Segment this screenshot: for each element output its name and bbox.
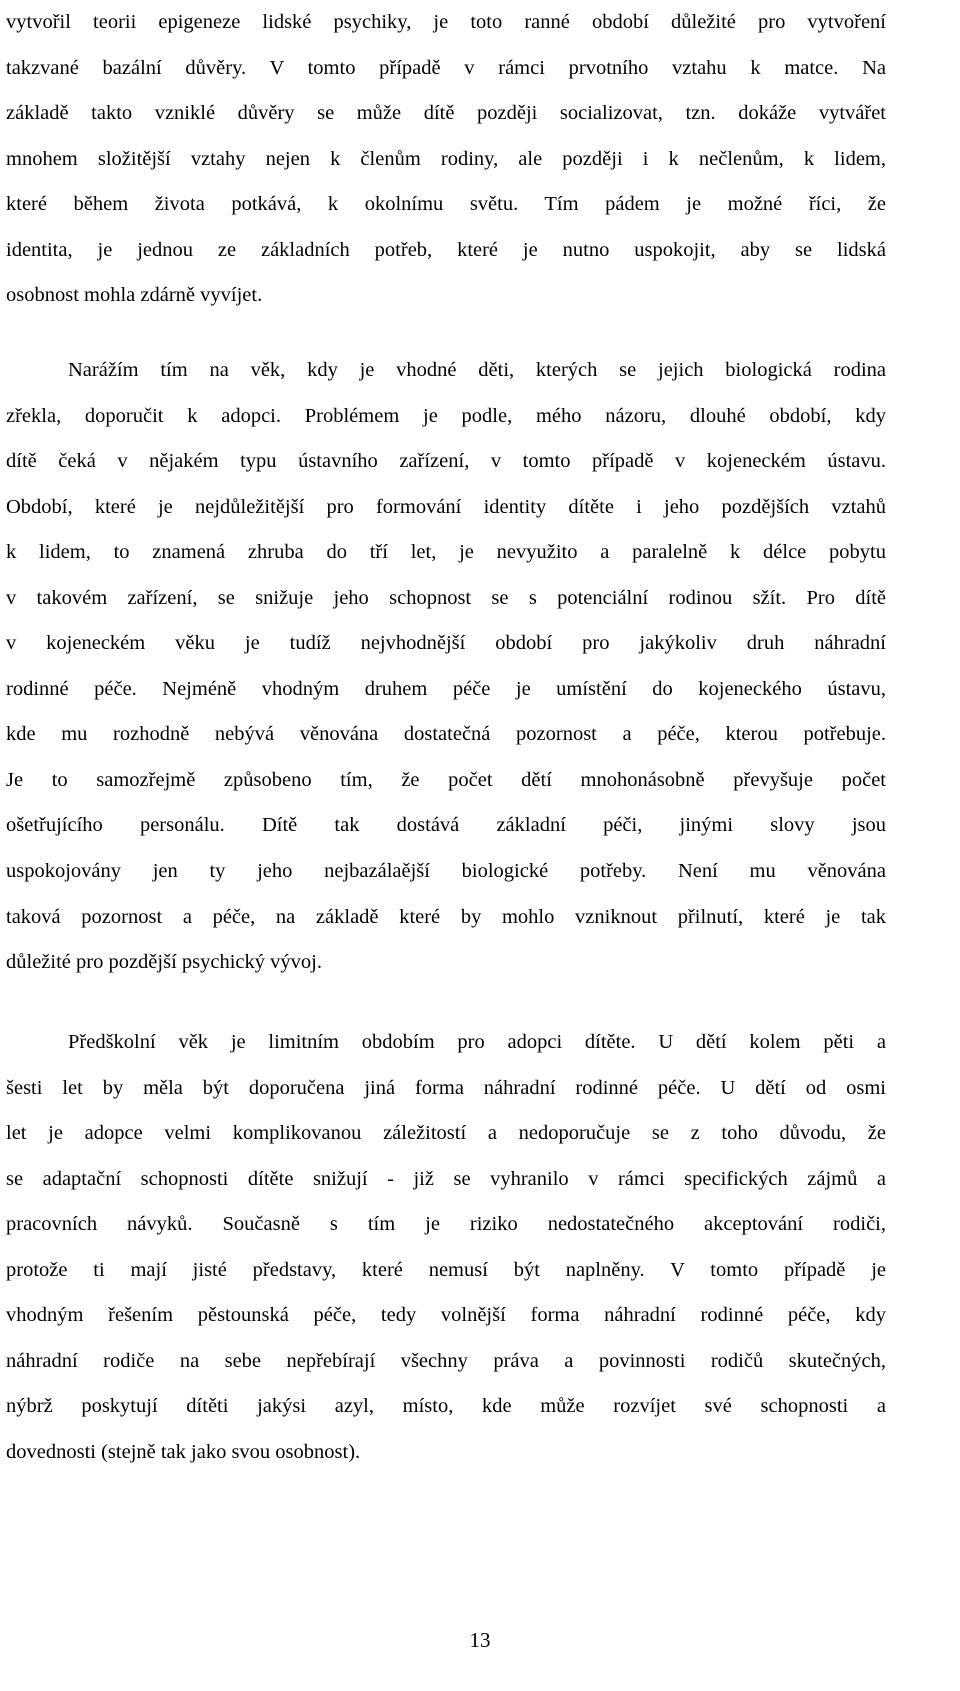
text-line: mnohem složitější vztahy nejen k členům rodiny, ale později i k nečlenům, k lidem, (6, 147, 886, 170)
text-line: takzvané bazální důvěry. V tomto případě v rámci prvotního vztahu k matce. Na (6, 56, 886, 79)
text-line: k lidem, to znamená zhruba do tří let, je nevyužito a paralelně k délce pobytu (6, 541, 886, 564)
text-line: Období, které je nejdůležitější pro formování identity dítěte i jeho pozdějších vztahů (6, 495, 886, 518)
text-line: šesti let by měla být doporučena jiná forma náhradní rodinné péče. U dětí od osmi (6, 1076, 886, 1099)
text-line: vhodným řešením pěstounská péče, tedy volnější forma náhradní rodinné péče, kdy (6, 1304, 886, 1327)
text-line: let je adopce velmi komplikovanou záležitostí a nedoporučuje se z toho důvodu, že (6, 1122, 886, 1145)
text-line: taková pozornost a péče, na základě které by mohlo vzniknout přilnutí, které je tak (6, 905, 886, 928)
text-line: kde mu rozhodně nebývá věnována dostatečná pozornost a péče, kterou potřebuje. (6, 723, 886, 746)
text-line: náhradní rodiče na sebe nepřebírají všechny práva a povinnosti rodičů skutečných, (6, 1349, 886, 1372)
text-line: které během života potkává, k okolnímu světu. Tím pádem je možné říci, že (6, 193, 886, 216)
text-line: se adaptační schopnosti dítěte snižují - již se vyhranilo v rámci specifických zájmů a (6, 1167, 886, 1190)
text-line: základě takto vzniklé důvěry se může dítě později socializovat, tzn. dokáže vytvářet (6, 102, 886, 125)
text-line: dovednosti (stejně tak jako svou osobnost). (6, 1440, 361, 1463)
text-line: zřekla, doporučit k adopci. Problémem je podle, mého názoru, dlouhé období, kdy (6, 404, 886, 427)
text-line: dítě čeká v nějakém typu ústavního zařízení, v tomto případě v kojeneckém ústavu. (6, 450, 886, 473)
paragraph-continuation (6, 0, 886, 319)
page-number: 13 (469, 1628, 491, 1652)
text-line: nýbrž poskytují dítěti jakýsi azyl, místo, kde může rozvíjet své schopnosti a (6, 1395, 886, 1418)
text-line: pracovních návyků. Současně s tím je riziko nedostatečného akceptování rodiči, (6, 1213, 886, 1236)
paragraph-preschool-age (6, 1020, 886, 1475)
paragraph-age-for-adoption (6, 348, 886, 986)
text-line: ošetřujícího personálu. Dítě tak dostává základní péči, jinými slovy jsou (6, 814, 886, 837)
text-line: Je to samozřejmě způsobeno tím, že počet dětí mnohonásobně převyšuje počet (6, 768, 886, 791)
text-line: vytvořil teorii epigeneze lidské psychiky, je toto ranné období důležité pro vytvoření (6, 11, 886, 33)
text-line: protože ti mají jisté představy, které nemusí být naplněny. V tomto případě je (6, 1258, 886, 1281)
text-line: osobnost mohla zdárně vyvíjet. (6, 284, 263, 307)
text-line: rodinné péče. Nejméně vhodným druhem péče je umístění do kojeneckého ústavu, (6, 677, 886, 700)
text-line: uspokojovány jen ty jeho nejbazálaější biologické potřeby. Není mu věnována (6, 860, 886, 883)
text-line: v takovém zařízení, se snižuje jeho schopnost se s potenciální rodinou sžít. Pro dítě (6, 586, 886, 609)
text-line: v kojeneckém věku je tudíž nejvhodnější období pro jakýkoliv druh náhradní (6, 632, 886, 655)
text-line: Předškolní věk je limitním obdobím pro adopci dítěte. U dětí kolem pěti a (68, 1031, 886, 1053)
text-line: identita, je jednou ze základních potřeb, které je nutno uspokojit, aby se lidská (6, 238, 886, 261)
text-line: důležité pro pozdější psychický vývoj. (6, 951, 322, 974)
text-line: Narážím tím na věk, kdy je vhodné děti, kterých se jejich biologická rodina (68, 359, 886, 381)
